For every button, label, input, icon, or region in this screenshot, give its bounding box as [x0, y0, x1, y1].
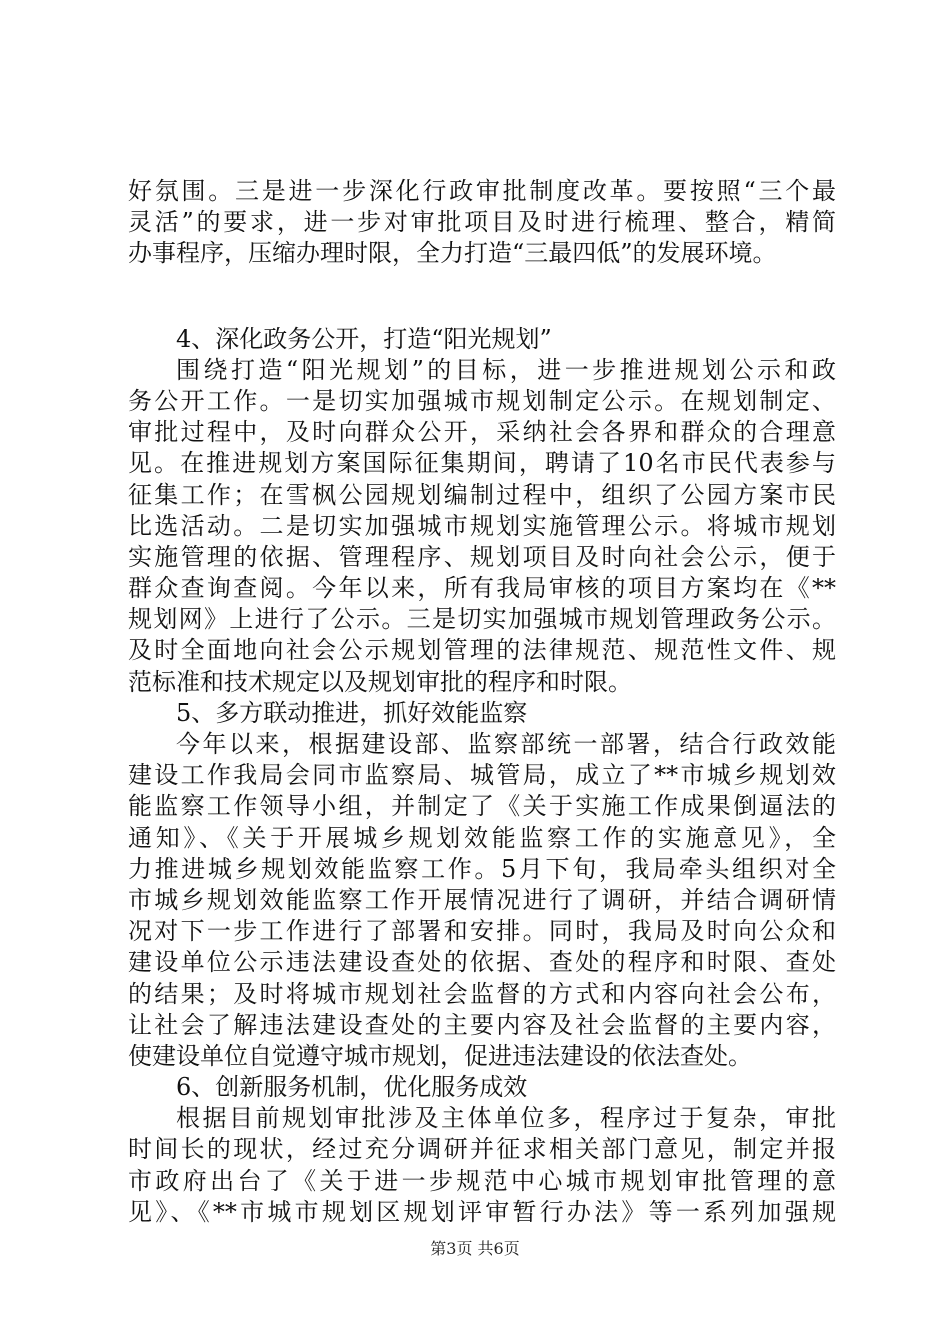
paragraph-line: 建设单位公示违法建设查处的依据、查处的程序和时限、查处 [128, 948, 836, 977]
paragraph-line: 建设工作我局会同市监察局、城管局，成立了**市城乡规划效 [128, 761, 836, 790]
heading-text: 4、深化政务公开，打造“阳光规划” [176, 324, 552, 353]
paragraph-line: 群众查询查阅。今年以来，所有我局审核的项目方案均在《** [128, 574, 836, 603]
paragraph [128, 176, 836, 270]
paragraph-line: 比选活动。二是切实加强城市规划实施管理公示。将城市规划 [128, 511, 836, 540]
section-heading [128, 698, 836, 729]
paragraph-line: 灵活”的要求，进一步对审批项目及时进行梳理、整合，精简 [128, 208, 836, 237]
paragraph-line: 征集工作；在雪枫公园规划编制过程中，组织了公园方案市民 [128, 480, 836, 509]
paragraph-line: 今年以来，根据建设部、监察部统一部署，结合行政效能 [176, 730, 836, 758]
paragraph-line: 围绕打造“阳光规划”的目标，进一步推进规划公示和政 [176, 355, 836, 384]
paragraph-line: 让社会了解违法建设查处的主要内容及社会监督的主要内容， [128, 1010, 836, 1039]
paragraph-line: 市政府出台了《关于进一步规范中心城市规划审批管理的意 [128, 1166, 836, 1195]
paragraph [128, 1103, 836, 1228]
paragraph-line: 范标准和技术规定以及规划审批的程序和时限。 [128, 667, 632, 696]
paragraph-line: 市城乡规划效能监察工作开展情况进行了调研，并结合调研情 [128, 885, 836, 914]
paragraph-line: 时间长的现状，经过充分调研并征求相关部门意见，制定并报 [128, 1135, 836, 1164]
paragraph [128, 729, 836, 1072]
paragraph-line: 力推进城乡规划效能监察工作。5月下旬，我局牵头组织对全 [128, 854, 836, 883]
page-footer: 第3页 共6页 [430, 1239, 520, 1258]
paragraph-gap [128, 270, 836, 324]
paragraph-line: 审批过程中，及时向群众公开，采纳社会各界和群众的合理意 [128, 418, 836, 447]
heading-text: 6、创新服务机制，优化服务成效 [176, 1073, 528, 1102]
section-heading [128, 324, 836, 355]
paragraph-line: 根据目前规划审批涉及主体单位多，程序过于复杂，审批 [176, 1104, 836, 1133]
paragraph-line: 规划网》上进行了公示。三是切实加强城市规划管理政务公示。 [128, 605, 836, 634]
paragraph-line: 况对下一步工作进行了部署和安排。同时，我局及时向公众和 [128, 917, 836, 946]
paragraph-line: 务公开工作。一是切实加强城市规划制定公示。在规划制定、 [128, 386, 836, 415]
paragraph-line: 能监察工作领导小组，并制定了《关于实施工作成果倒逼法的 [128, 792, 836, 821]
paragraph-line: 见》、《**市城市规划区规划评审暂行办法》等一系列加强规 [128, 1197, 836, 1226]
paragraph-line: 实施管理的依据、管理程序、规划项目及时向社会公示，便于 [128, 542, 836, 571]
paragraph-line: 通知》、《关于开展城乡规划效能监察工作的实施意见》，全 [128, 823, 836, 852]
paragraph-line: 办事程序，压缩办理时限，全力打造“三最四低”的发展环境。 [128, 239, 777, 268]
heading-text: 5、多方联动推进，抓好效能监察 [176, 698, 528, 727]
paragraph-line: 见。在推进规划方案国际征集期间，聘请了10名市民代表参与 [128, 449, 836, 478]
paragraph-line: 的结果；及时将城市规划社会监督的方式和内容向社会公布， [128, 979, 836, 1008]
paragraph [128, 355, 836, 698]
paragraph-line: 及时全面地向社会公示规划管理的法律规范、规范性文件、规 [128, 636, 836, 665]
paragraph-line: 使建设单位自觉遵守城市规划，促进违法建设的依法查处。 [128, 1041, 752, 1070]
section-heading [128, 1072, 836, 1103]
paragraph-line: 好氛围。三是进一步深化行政审批制度改革。要按照“三个最 [128, 177, 836, 205]
document-body [128, 176, 836, 1228]
